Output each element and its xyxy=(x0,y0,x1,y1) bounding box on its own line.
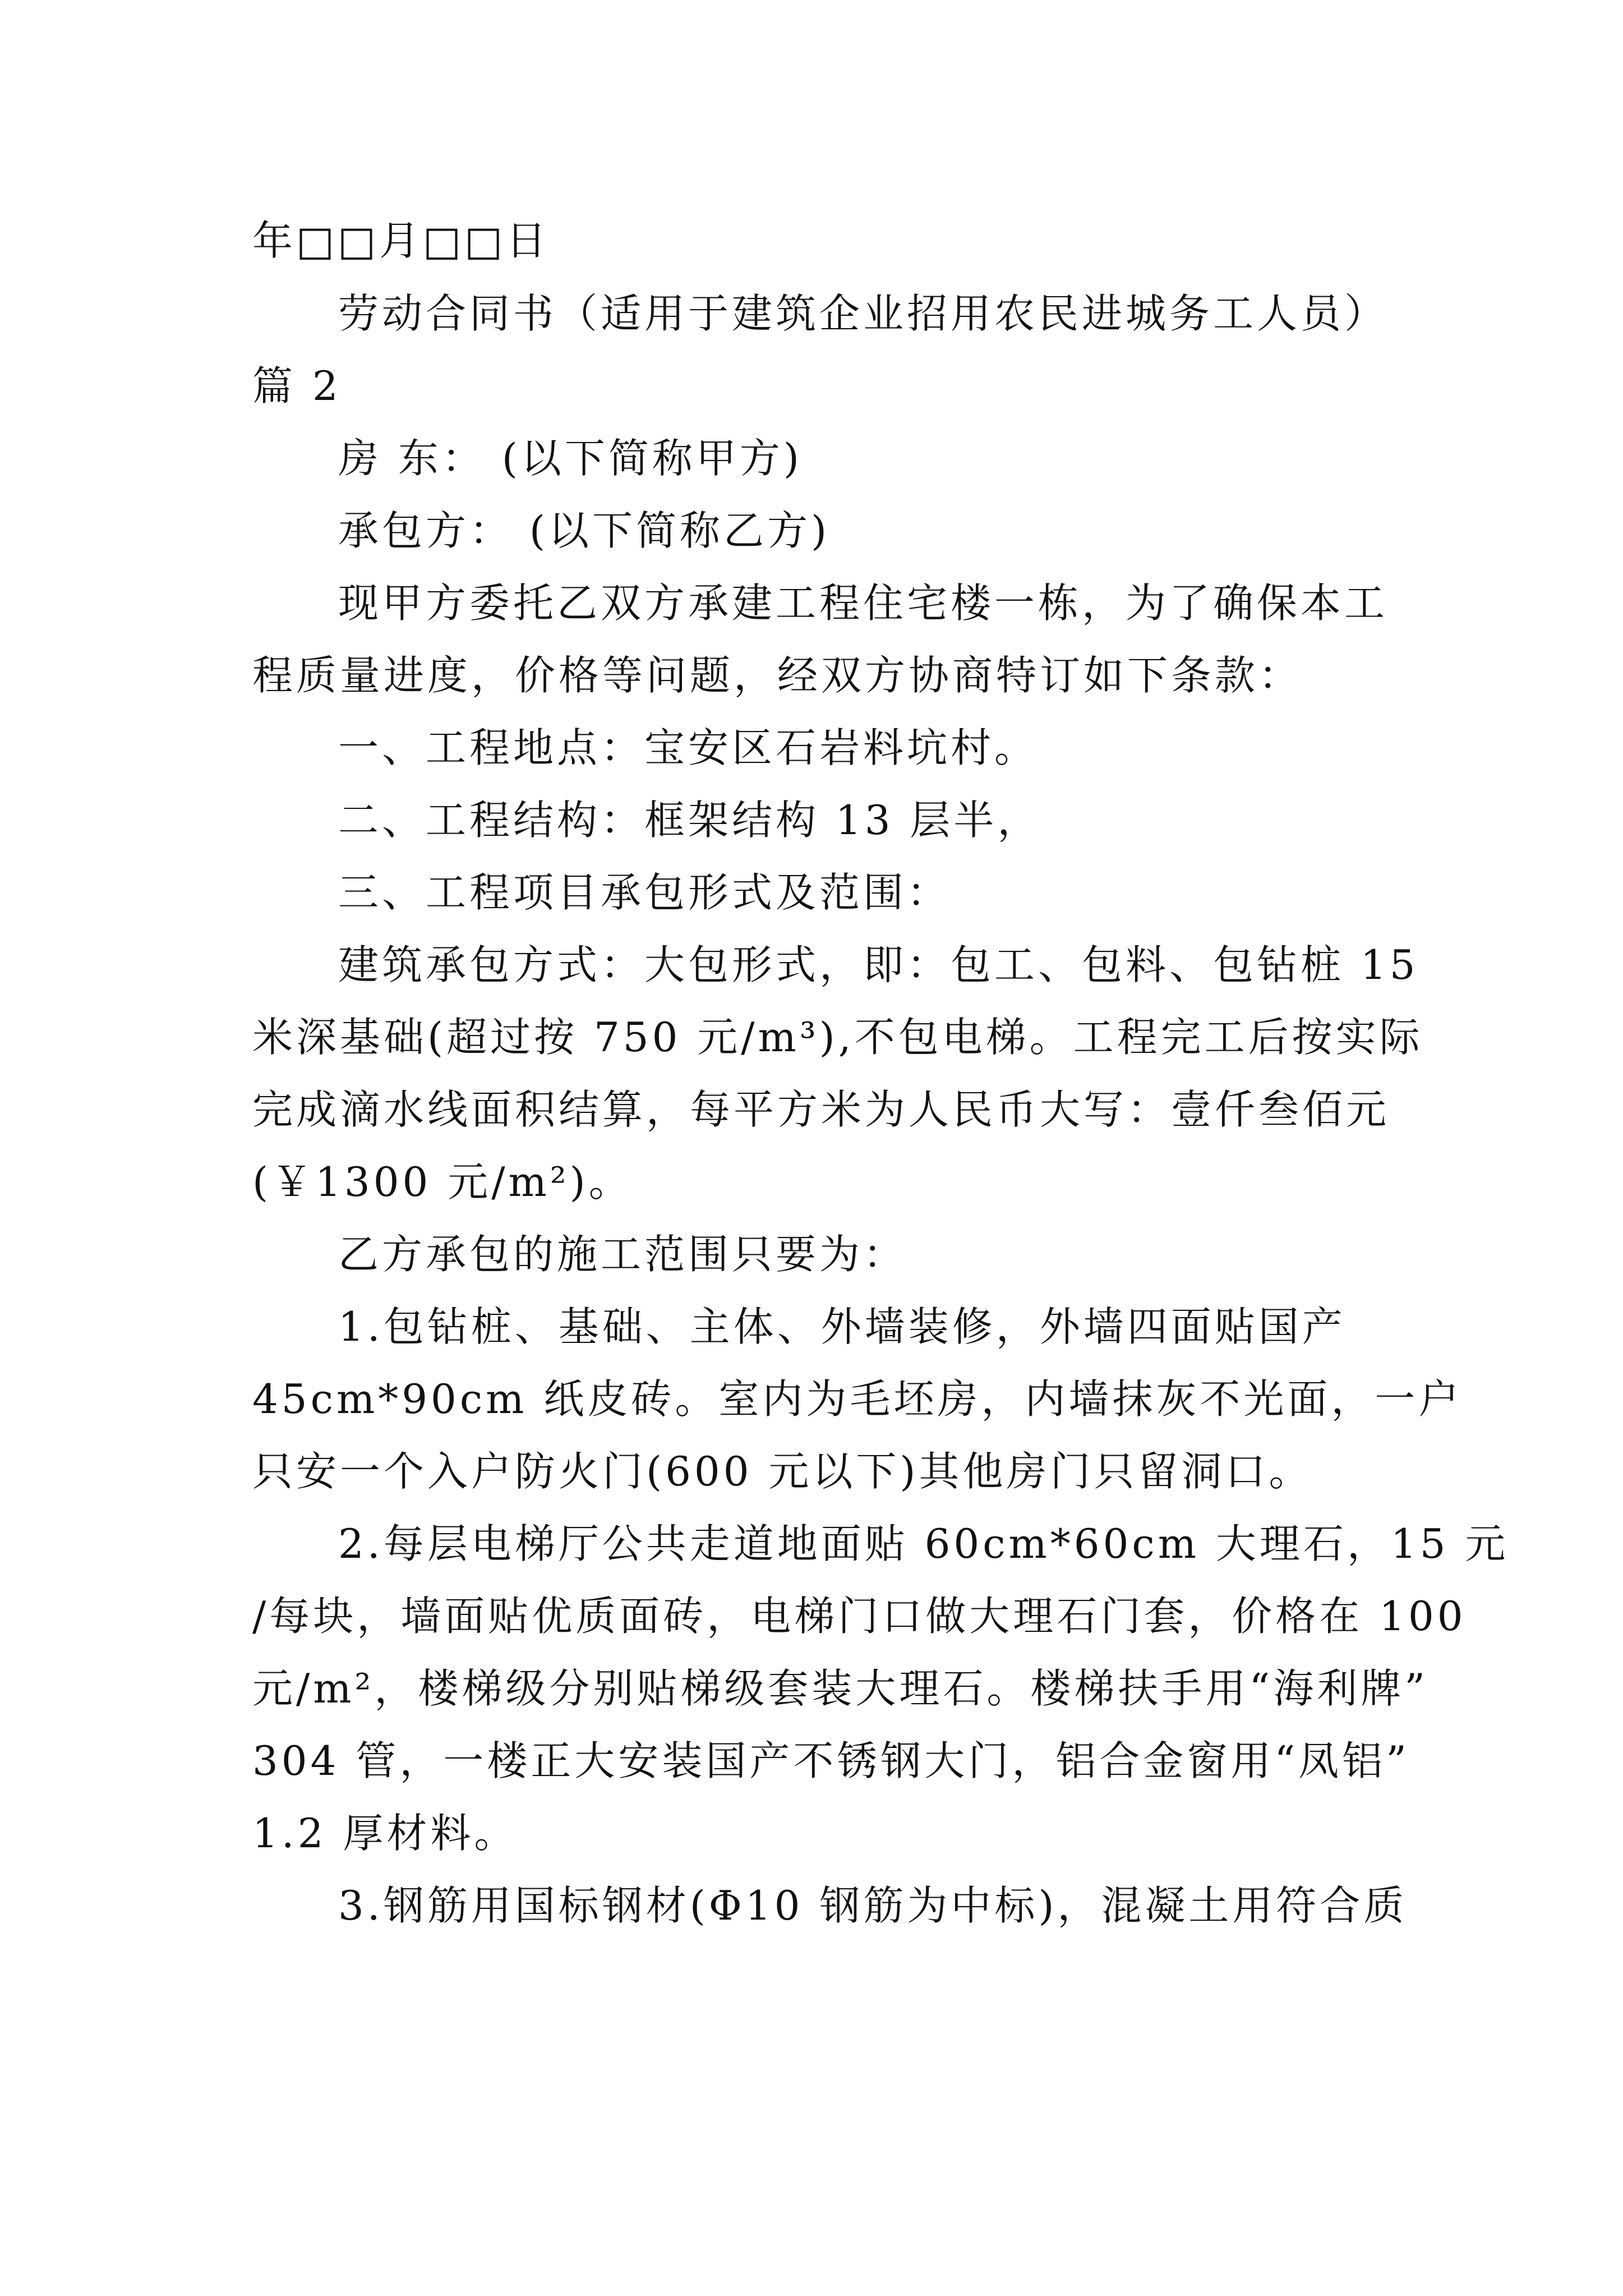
paragraph-line: 45cm*90cm 纸皮砖。室内为毛坯房，内墙抹灰不光面，一户 xyxy=(252,1375,1463,1423)
paragraph-line: (￥1300 元/m²)。 xyxy=(252,1158,633,1205)
contract-title: 劳动合同书（适用于建筑企业招用农民进城务工人员） xyxy=(338,290,1389,337)
paragraph-line: 只安一个入户防火门(600 元以下)其他房门只留洞口。 xyxy=(252,1448,1313,1495)
section-heading: 篇 2 xyxy=(252,362,342,409)
list-item-1: 1.包钻桩、基础、主体、外墙装修，外墙四面贴国产 xyxy=(338,1303,1346,1350)
paragraph-line: 304 管，一楼正大安装国产不锈钢大门，铝合金窗用“凤铝” xyxy=(252,1737,1410,1784)
clause-structure: 二、工程结构：框架结构 13 层半， xyxy=(338,797,1041,844)
paragraph-line: 乙方承包的施工范围只要为： xyxy=(338,1231,907,1278)
paragraph-line: 1.2 厚材料。 xyxy=(252,1810,518,1857)
paragraph-line: 程质量进度，价格等问题，经双方协商特订如下条款： xyxy=(252,652,1303,699)
paragraph-line: 米深基础(超过按 750 元/m³),不包电梯。工程完工后按实际 xyxy=(252,1014,1423,1061)
clause-location: 一、工程地点：宝安区石岩料坑村。 xyxy=(338,724,1039,771)
list-item-3: 3.钢筋用国标钢材(Φ10 钢筋为中标)，混凝土用符合质 xyxy=(338,1882,1408,1929)
list-item-2: 2.每层电梯厅公共走道地面贴 60cm*60cm 大理石，15 元 xyxy=(338,1520,1509,1567)
paragraph-line: 建筑承包方式：大包形式，即：包工、包料、包钻桩 15 xyxy=(338,941,1419,988)
paragraph-line: 完成滴水线面积结算，每平方米为人民币大写：壹仟叁佰元 xyxy=(252,1086,1390,1133)
party-landlord: 房 东： (以下简称甲方) xyxy=(338,435,803,482)
paragraph-line: /每块，墙面贴优质面砖，电梯门口做大理石门套，价格在 100 xyxy=(252,1593,1467,1640)
paragraph-line: 现甲方委托乙双方承建工程住宅楼一栋，为了确保本工 xyxy=(338,579,1389,627)
paragraph-line: 元/m²，楼梯级分别贴梯级套装大理石。楼梯扶手用“海利牌” xyxy=(252,1665,1429,1712)
clause-scope-heading: 三、工程项目承包形式及范围： xyxy=(338,869,951,916)
date-line: 年□□月□□日 xyxy=(252,217,550,264)
party-contractor: 承包方： (以下简称乙方) xyxy=(338,507,831,554)
